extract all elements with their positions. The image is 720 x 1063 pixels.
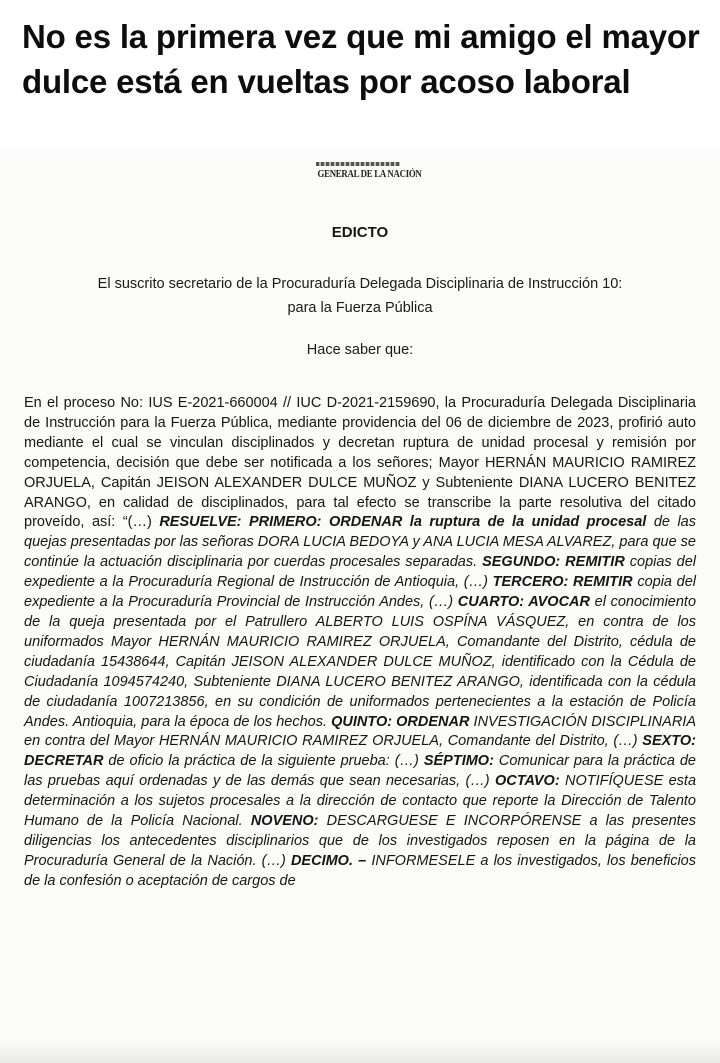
body-segment: de oficio la práctica de la siguiente prueba: (…) — [103, 753, 424, 770]
procuraduria-seal — [312, 160, 422, 188]
resolution-keyword: DECIMO. – — [290, 852, 367, 869]
announcement: Hace saber que: — [306, 342, 414, 358]
intro-line-2: para la Fuerza Pública — [287, 300, 433, 316]
resolution-keyword: QUINTO: ORDENAR — [331, 713, 470, 730]
post-title: No es la primera vez que mi amigo el mayor dulce está en vueltas por acoso laboral — [22, 18, 700, 100]
resolution-keyword: OCTAVO: — [494, 773, 560, 790]
body-segment: En el proceso No: IUS E-2021-660004 // IUC D-2021-2159690, la Procuraduría Delegada Disciplinaria de Instrucción para la Fuerza Pública, mediante providencia del 06 de diciembre de 2023, profirió auto mediante el cual se vinculan disciplinados y decretan ruptura de unidad procesal y remisión por competencia, decisión que debe ser notificada a los señores; Mayor HERNÁN MAURICIO RAMIREZ ORJUELA, Capitán JEISON ALEXANDER DULCE MUÑOZ y Subteniente DIANA LUCERO BENITEZ ARANGO, en calidad de disciplinados, para tal efecto se transcribe la parte resolutiva del citado proveído, así: “(…) — [24, 395, 696, 531]
intro-line-1: El suscrito secretario de la Procuraduría Delegada Disciplinaria de Instrucción 10: — [97, 276, 623, 292]
resolution-keyword: CUARTO: AVOCAR — [457, 594, 590, 611]
seal-text: GENERAL DE LA NACIÓN — [317, 169, 422, 180]
resolution-keyword: RESUELVE: PRIMERO: ORDENAR la ruptura de la unidad procesal — [159, 514, 647, 531]
resolution-keyword: TERCERO: REMITIR — [492, 574, 633, 591]
body-segment: DESCARGUESE E INCORPÓRENSE a las presentes diligencias los antecedentes disciplinarios que de los investigados reposen en la página de la Procuraduría General de la Nación. (…) — [24, 813, 696, 869]
body-segment: INVESTIGACIÓN DISCIPLINARIA en contra del Mayor HERNÁN MAURICIO RAMIREZ ORJUELA, Comandante del Distrito, (…) — [24, 713, 696, 750]
body-segment: copia del expediente a la Procuraduría Provincial de Instrucción Andes, (…) — [24, 574, 697, 611]
page-edge-shadow — [0, 1041, 720, 1063]
resolution-keyword: SEXTO: DECRETAR — [24, 733, 696, 770]
document-body — [24, 394, 696, 892]
body-segment: INFORMESELE a los investigados, los beneficios de la confesión o aceptación de cargos de — [24, 852, 696, 889]
body-segment: Comunicar para la práctica de las pruebas aquí ordenadas y de las demás que sean necesarias, (…) — [24, 753, 696, 790]
body-segment: el conocimiento de la queja presentada por el Patrullero ALBERTO LUIS OSPÍNA VÁSQUEZ, en contra de los uniformados Mayor HERNÁN MAURICIO RAMIREZ ORJUELA, Comandante del Distrito, cédula de ciudadanía 15438644, Capitán JEISON ALEXANDER DULCE MUÑOZ, identificado con la Cédula de Ciudadanía 1094574240, Subteniente DIANA LUCERO BENITEZ ARANGO, identificada con la cédula de ciudadanía 1007213856, en su condición de uniformados pertenecientes a la estación de Policía Andes. Antioquia, para la época de los hechos. — [24, 594, 697, 730]
document-intro — [28, 272, 692, 320]
document-heading: EDICTO — [331, 224, 389, 241]
body-segment: NOTIFÍQUESE esta determinación a los sujetos procesales a la dirección de contacto que reporte la Dirección de Talento Humano de la Policía Nacional. — [24, 773, 697, 830]
document-image — [0, 150, 720, 1063]
body-segment: copias del expediente a la Procuraduría Regional de Instrucción de Antioquia, (…) — [24, 554, 696, 591]
resolution-keyword: NOVENO: — [250, 813, 319, 830]
body-segment: de las quejas presentadas por las señoras DORA LUCIA BEDOYA y ANA LUCIA MESA ALVAREZ, para que se continúe la actuación disciplinaria por cuerdas procesales separadas. — [24, 514, 696, 571]
seal-ornament — [316, 162, 400, 166]
resolution-keyword: SEGUNDO: REMITIR — [482, 554, 625, 571]
resolution-keyword: SÉPTIMO: — [423, 753, 494, 770]
